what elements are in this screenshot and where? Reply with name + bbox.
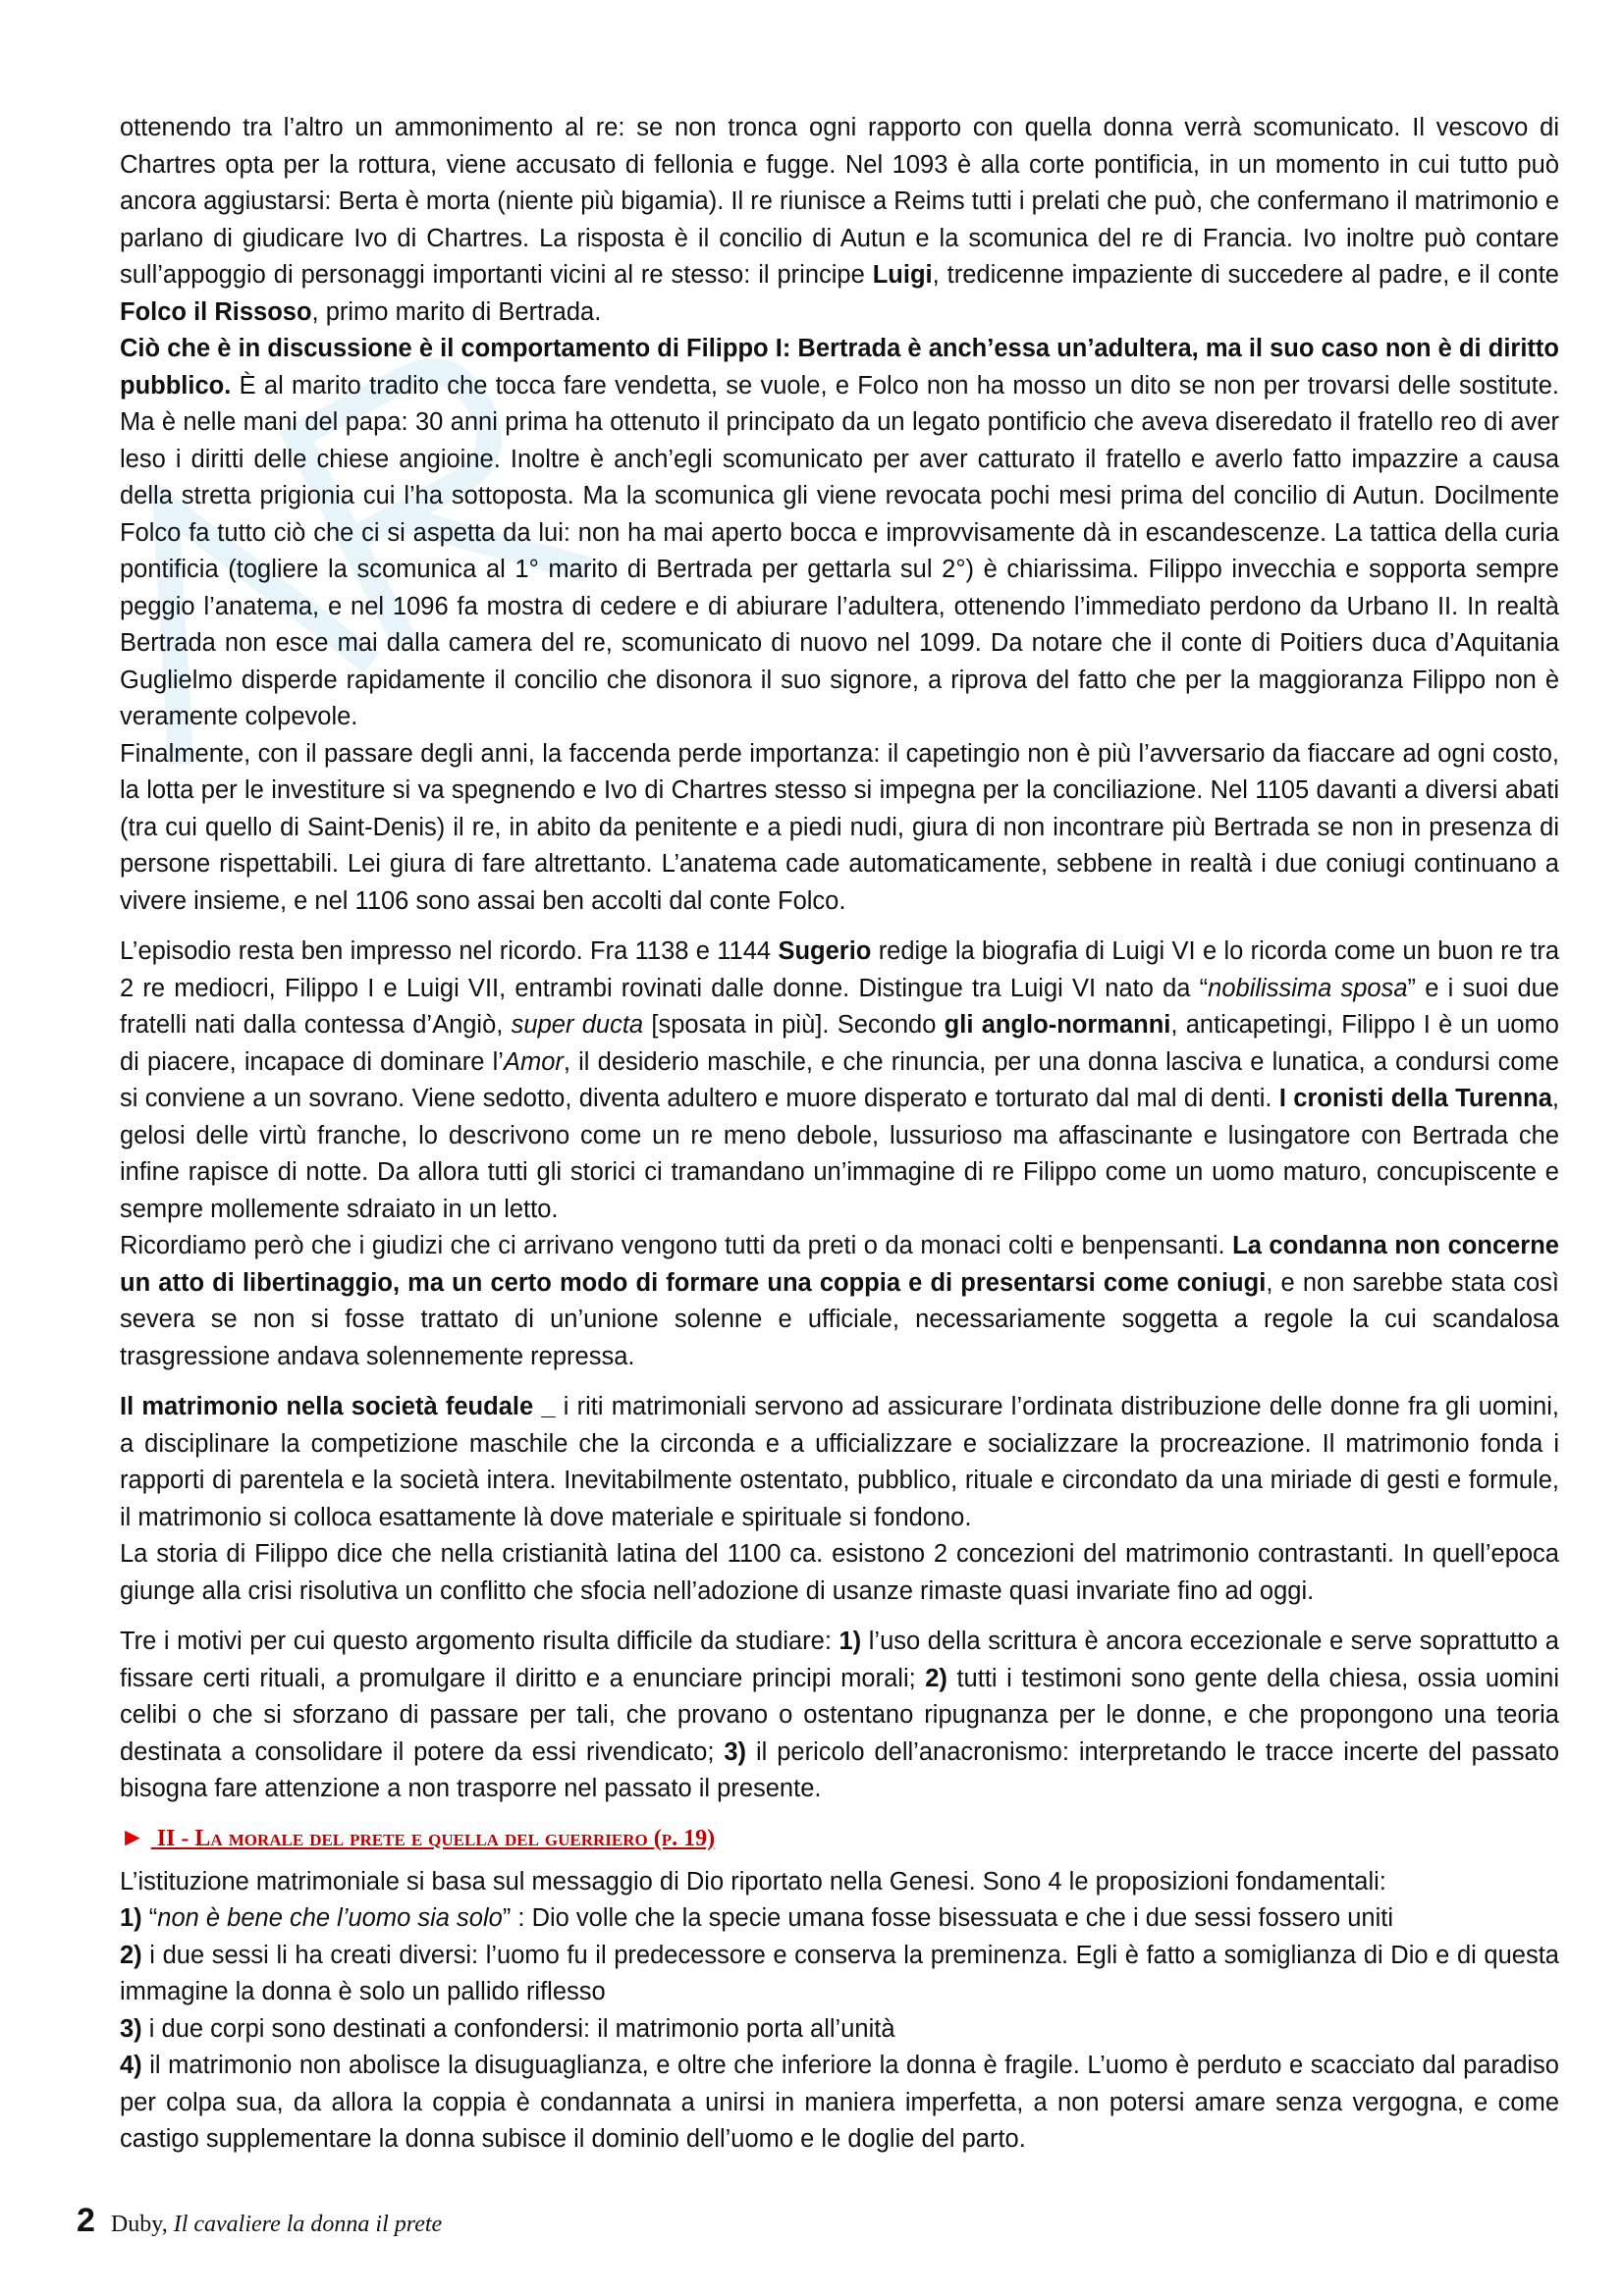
page-number: 2 (77, 2202, 95, 2239)
italic-text: nobilissima sposa (1208, 974, 1408, 1002)
footer-author: Duby, (110, 2212, 174, 2237)
bold-text: 1) (120, 1904, 142, 1932)
section-heading (120, 1820, 1559, 1856)
paragraph (120, 1389, 1559, 1536)
text-run: , primo marito di Bertrada. (311, 297, 602, 326)
text-run: , il desiderio maschile, e che rinuncia, per una donna lasciva e lunatica, a condursi come si conviene a un sovrano. Viene sedotto, diventa adultero e muore disperato e torturato dal mal di denti. (120, 1047, 1559, 1112)
paragraph (120, 2048, 1559, 2159)
bold-text: Ciò che è in discussione è il comportamento di Filippo I: Bertrada è anch’essa un’adultera, ma il suo caso non è di diritto pubblico. (120, 335, 1559, 400)
text-run: La storia di Filippo dice che nella cristianità latina del 1100 ca. esistono 2 concezioni del matrimonio contrastanti. In quell’epoca giunge alla crisi risolutiva un conflitto che sfocia nell’adozione di usanze rimaste quasi invariate fino ad oggi. (120, 1540, 1559, 1605)
text-run: l’uso della scrittura è ancora eccezionale e serve soprattutto a fissare certi rituali, a promulgare il diritto e a enunciare principi morali; (120, 1628, 1559, 1692)
right-triangle-icon: ► (120, 1822, 145, 1851)
paragraph (120, 1864, 1559, 1901)
text-run: i due sessi li ha creati diversi: l’uomo fu il predecessore e conserva la preminenza. Egli è fatto a somiglianza di Dio e di questa immagine la donna è solo un pallido riflesso (120, 1941, 1559, 2005)
paragraph (120, 1624, 1559, 1808)
text-run: ” : Dio volle che la specie umana fosse bisessuata e che i due sessi fossero uniti (502, 1904, 1393, 1932)
section-text (120, 1864, 1559, 2159)
text-run: , gelosi delle virtù franche, lo descrivono come un re meno debole, lussurioso ma affascinante e lusingatore con Bertrada che infine rapisce di notte. Da allora tutti gli storici ci tramandano un’immagine di re Filippo come un uomo maturo, concupiscente e sempre mollemente sdraiato in un letto. (120, 1085, 1559, 1223)
text-run: i riti matrimoniali servono ad assicurare l’ordinata distribuzione delle donne fra gli uomini, a disciplinare la competizione maschile che la circonda e a ufficializzare e socializzare la procreazione. Il matrimonio fonda i rapporti di parentela e la società intera. Inevitabilmente ostentato, pubblico, rituale e circondato da una miriade di gesti e formule, il matrimonio si colloca esattamente là dove materiale e spirituale si fondono. (120, 1393, 1559, 1531)
text-run: “ (141, 1904, 158, 1932)
bold-text: Il matrimonio nella società feudale _ (120, 1393, 556, 1420)
text-run: Tre i motivi per cui questo argomento risulta difficile da studiare: (120, 1628, 839, 1655)
text-run: [sposata in più]. Secondo (643, 1011, 945, 1039)
text-run: il matrimonio non abolisce la disuguaglianza, e oltre che inferiore la donna è fragile. L’uomo è perduto e scacciato dal paradiso per colpa sua, da allora la coppia è condannata a unirsi in maniera imperfetta, a non potersi amare senza vergogna, e come castigo supplementare la donna subisce il dominio dell’uomo e le doglie del parto. (120, 2052, 1559, 2153)
section-heading-text: II - La morale del prete e quella del guerriero (p. 19) (156, 1825, 716, 1851)
main-text (120, 110, 1559, 1808)
bold-text: 2) (120, 1941, 142, 1969)
text-run: ottenendo tra l’altro un ammonimento al re: se non tronca ogni rapporto con quella donna verrà scomunicato. Il vescovo di Chartres opta per la rottura, viene accusato di fellonia e fugge. Nel 1093 è alla corte pontificia, in un momento in cui tutto può ancora aggiustarsi: Berta è morta (niente più bigamia). Il re riunisce a Reims tutti i prelati che può, che confermano il matrimonio e parlano di giudicare Ivo di Chartres. La risposta è il concilio di Autun e la scomunica del re di Francia. Ivo inoltre può contare sull’appoggio di personaggi importanti vicini al re stesso: il principe (120, 114, 1559, 289)
bold-text: Sugerio (778, 937, 872, 965)
paragraph (120, 1228, 1559, 1375)
paragraph (120, 1900, 1559, 1938)
bold-text: 2) (925, 1664, 947, 1692)
text-run: i due corpi sono destinati a confondersi: il matrimonio porta all’unità (141, 2014, 895, 2043)
footer-book-title: Il cavaliere la donna il prete (173, 2212, 443, 2237)
text-run: il pericolo dell’anacronismo: interpretando le tracce incerte del passato bisogna fare attenzione a non trasporre nel passato il presente. (120, 1737, 1559, 1802)
text-run: Finalmente, con il passare degli anni, la faccenda perde importanza: il capetingio non è più l’avversario da fiaccare ad ogni costo, la lotta per le investiture si va spegnendo e Ivo di Chartres stesso si impegna per la conciliazione. Nel 1105 davanti a diversi abati (tra cui quello di Saint-Denis) il re, in abito da penitente e a piedi nudi, giura di non incontrare più Bertrada se non in presenza di persone rispettabili. Lei giura di fare altrettanto. L’anatema cade automaticamente, sebbene in realtà i due coniugi continuano a vivere insieme, e nel 1106 sono assai ben accolti dal conte Folco. (120, 739, 1559, 915)
text-run: L’istituzione matrimoniale si basa sul messaggio di Dio riportato nella Genesi. Sono 4 le proposizioni fondamentali: (120, 1867, 1386, 1896)
bold-text: 4) (120, 2052, 142, 2079)
italic-text: Amor (503, 1047, 564, 1076)
bold-text: 3) (120, 2014, 142, 2043)
paragraph (120, 934, 1559, 1228)
paragraph (120, 1938, 1559, 2011)
text-run: , e non sarebbe stata così severa se non si fosse trattato di un’unione solenne e ufficiale, necessariamente soggetta a regole la cui scandalosa trasgressione andava solennemente repressa. (120, 1268, 1560, 1370)
page-footer (77, 2202, 442, 2241)
paragraph (120, 2011, 1559, 2049)
text-run: , anticapetingi, Filippo I è un uomo di piacere, incapace di dominare l’ (120, 1011, 1559, 1076)
text-run: Ricordiamo però che i giudizi che ci arrivano vengono tutti da preti o da monaci colti e benpensanti. (120, 1232, 1233, 1259)
paragraph (120, 1536, 1559, 1610)
bold-text: Folco il Rissoso (120, 297, 312, 326)
text-run: , tredicenne impaziente di succedere al padre, e il conte (932, 261, 1559, 289)
footer-source (111, 2212, 442, 2238)
text-run: redige la biografia di Luigi VI e lo ricorda come un buon re tra 2 re mediocri, Filippo I e Luigi VII, entrambi rovinati dalle donne. Distingue tra Luigi VI nato da “ (120, 937, 1560, 1002)
text-run: È al marito tradito che tocca fare vendetta, se vuole, e Folco non ha mosso un dito se non per trovarsi delle sostitute. Ma è nelle mani del papa: 30 anni prima ha ottenuto il principato da un legato pontificio che aveva diseredato il fratello reo di aver leso i diritti delle chiese angioine. Inoltre è anch’egli scomunicato per aver catturato il fratello e averlo fatto impazzire a causa della stretta prigionia cui l’ha sottoposta. Ma la scomunica gli viene revocata pochi mesi prima del concilio di Autun. Docilmente Folco fa tutto ciò che ci si aspetta da lui: non ha mai aperto bocca e improvvisamente dà in escandescenze. La tattica della curia pontificia (togliere la scomunica al 1° marito di Bertrada per gettarla sul 2°) è chiarissima. Filippo invecchia e sopporta sempre peggio l’anatema, e nel 1096 fa mostra di cedere e di abiurare l’adultera, ottenendo l’immediato perdono da Urbano II. In realtà Bertrada non esce mai dalla camera del re, scomunicato di nuovo nel 1099. Da notare che il conte di Poitiers duca d’Aquitania Guglielmo disperde rapidamente il concilio che disonora il suo signore, a riprova del fatto che per la maggioranza Filippo non è veramente colpevole. (120, 371, 1559, 730)
text-run: L’episodio resta ben impresso nel ricordo. Fra 1138 e 1144 (120, 937, 779, 965)
paragraph (120, 110, 1559, 331)
bold-text: 3) (724, 1737, 747, 1766)
bold-text: I cronisti della Turenna (1278, 1085, 1552, 1112)
text-run: tutti i testimoni sono gente della chiesa, ossia uomini celibi o che si sforzano di passare per tali, che provano o ostentano ripugnanza per le donne, e che propongono una teoria destinata a consolidare il potere da essi rivendicato; (120, 1664, 1559, 1766)
paragraph (120, 736, 1559, 921)
bold-text: Luigi (872, 261, 933, 289)
text-run: ” e i suoi due fratelli nati dalla contessa d’Angiò, (120, 974, 1559, 1039)
document-body (120, 110, 1559, 2159)
paragraph (120, 331, 1559, 736)
italic-text: super ducta (511, 1011, 644, 1039)
italic-text: non è bene che l’uomo sia solo (157, 1904, 503, 1932)
bold-text: 1) (839, 1628, 862, 1655)
bold-text: La condanna non concerne un atto di libertinaggio, ma un certo modo di formare una coppia e di presentarsi come coniugi (120, 1232, 1559, 1297)
bold-text: gli anglo-normanni (944, 1011, 1171, 1039)
